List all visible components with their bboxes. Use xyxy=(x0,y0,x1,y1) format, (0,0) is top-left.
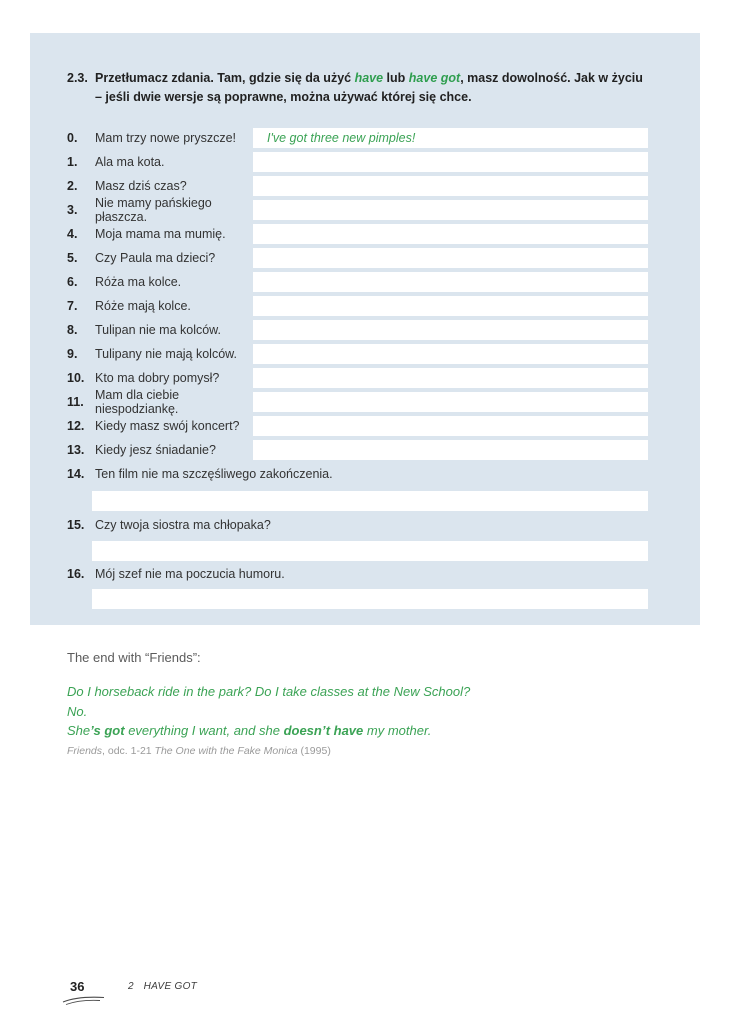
item-polish-text: Kiedy jesz śniadanie? xyxy=(95,443,216,457)
item-polish-text: Mam dla ciebie niespodziankę. xyxy=(95,388,180,416)
item-number: 6. xyxy=(67,275,78,289)
answer-box-2[interactable] xyxy=(253,176,648,196)
exercise-row-13 xyxy=(67,440,648,460)
exercise-row-14 xyxy=(67,464,648,484)
item-polish-text: Masz dziś czas? xyxy=(95,179,187,193)
exercise-row-2 xyxy=(67,176,648,196)
quote-attribution xyxy=(67,745,667,757)
answer-box-7[interactable] xyxy=(253,296,648,316)
answer-text-0: I've got three new pimples! xyxy=(267,131,416,145)
instruction-seg2: lub xyxy=(383,71,409,85)
attribution-show-name: Friends xyxy=(67,744,103,757)
item-number: 7. xyxy=(67,299,78,313)
quote3-seg3: my mother. xyxy=(363,723,432,738)
exercise-row-8 xyxy=(67,320,648,340)
answer-box-16[interactable] xyxy=(92,589,648,609)
exercise-row-5 xyxy=(67,248,648,268)
item-number: 12. xyxy=(67,419,85,433)
exercise-row-0 xyxy=(67,128,648,148)
quote-line-1: Do I horseback ride in the park? Do I take classes at the New School? xyxy=(67,684,471,699)
item-polish-text: Róża ma kolce. xyxy=(95,275,182,289)
answer-box-10[interactable] xyxy=(253,368,648,388)
answer-box-0[interactable] xyxy=(253,128,648,148)
instruction-seg1: Przetłumacz zdania. Tam, gdzie się da użyć xyxy=(95,71,355,85)
item-number: 10. xyxy=(67,371,85,385)
item-polish-text: Mój szef nie ma poczucia humoru. xyxy=(95,567,285,581)
item-polish-text: Tulipan nie ma kolców. xyxy=(95,323,221,337)
item-polish-text: Tulipany nie mają kolców. xyxy=(95,347,237,361)
item-polish-text: Kiedy masz swój koncert? xyxy=(95,419,240,433)
answer-box-6[interactable] xyxy=(253,272,648,292)
exercise-row-4 xyxy=(67,224,648,244)
answer-box-8[interactable] xyxy=(253,320,648,340)
exercise-instruction-text xyxy=(95,69,648,107)
outro-intro-text: The end with “Friends”: xyxy=(67,650,201,665)
instruction-seg3: , masz dowolność. Jak w życiu – jeśli dwie wersje są poprawne, można używać której się chce. xyxy=(95,71,643,104)
item-polish-text: Róże mają kolce. xyxy=(95,299,191,313)
exercise-row-9 xyxy=(67,344,648,364)
page-number: 36 xyxy=(70,979,85,994)
answer-box-1[interactable] xyxy=(253,152,648,172)
quote-line-2: No. xyxy=(67,703,88,719)
exercise-number: 2.3. xyxy=(67,71,88,85)
exercise-row-16 xyxy=(67,564,648,584)
item-number: 4. xyxy=(67,227,78,241)
item-number: 0. xyxy=(67,131,78,145)
item-polish-text: Mam trzy nowe pryszcze! xyxy=(95,131,237,145)
chapter-title: HAVE GOT xyxy=(143,981,198,992)
instruction-keyword-have: have xyxy=(354,71,384,85)
item-number: 1. xyxy=(67,155,78,169)
answer-box-5[interactable] xyxy=(253,248,648,268)
item-number: 2. xyxy=(67,179,78,193)
item-number: 16. xyxy=(67,567,85,581)
item-number: 11. xyxy=(67,395,84,409)
instruction-keyword-have-got: have got xyxy=(408,71,461,85)
item-polish-text: Nie mamy pańskiego płaszcza. xyxy=(95,196,212,224)
item-number: 8. xyxy=(67,323,78,337)
item-number: 13. xyxy=(67,443,85,457)
quote3-seg2: everything I want, and she xyxy=(124,723,284,738)
item-number: 14. xyxy=(67,467,85,481)
friends-quote xyxy=(67,682,667,741)
exercise-row-15 xyxy=(67,515,648,535)
quote3-bold1: ’s got xyxy=(90,723,125,738)
chapter-info xyxy=(128,979,197,992)
item-polish-text: Kto ma dobry pomysł? xyxy=(95,371,220,385)
item-polish-text: Ala ma kota. xyxy=(95,155,165,169)
page-number-block xyxy=(70,979,106,1006)
exercise-row-10 xyxy=(67,368,648,388)
page-footer xyxy=(70,979,197,1006)
quote-line-3 xyxy=(67,721,667,741)
exercise-row-12 xyxy=(67,416,648,436)
quote3-seg1: She xyxy=(67,723,91,738)
item-polish-text: Ten film nie ma szczęśliwego zakończenia. xyxy=(95,467,333,481)
answer-box-13[interactable] xyxy=(253,440,648,460)
attribution-episode: , odc. 1-21 xyxy=(102,744,155,757)
exercise-row-7 xyxy=(67,296,648,316)
exercise-row-11 xyxy=(67,388,648,416)
exercise-instruction xyxy=(67,69,648,107)
answer-box-4[interactable] xyxy=(253,224,648,244)
exercise-row-6 xyxy=(67,272,648,292)
answer-box-9[interactable] xyxy=(253,344,648,364)
answer-box-11[interactable] xyxy=(253,392,648,412)
answer-box-3[interactable] xyxy=(253,200,648,220)
answer-box-15[interactable] xyxy=(92,541,648,561)
item-polish-text: Czy twoja siostra ma chłopaka? xyxy=(95,518,271,532)
exercise-row-1 xyxy=(67,152,648,172)
item-number: 3. xyxy=(67,203,78,217)
quote3-bold2: doesn’t have xyxy=(283,723,364,738)
exercise-row-3 xyxy=(67,196,648,224)
answer-box-12[interactable] xyxy=(253,416,648,436)
page-swoosh-icon xyxy=(60,995,106,1006)
item-polish-text: Czy Paula ma dzieci? xyxy=(95,251,216,265)
answer-box-14[interactable] xyxy=(92,491,648,511)
chapter-number: 2 xyxy=(128,981,134,992)
item-number: 9. xyxy=(67,347,78,361)
attribution-episode-title: The One with the Fake Monica xyxy=(154,744,298,757)
attribution-year: (1995) xyxy=(297,744,331,757)
item-polish-text: Moja mama ma mumię. xyxy=(95,227,226,241)
outro-section xyxy=(67,650,667,757)
item-number: 5. xyxy=(67,251,78,265)
exercise-panel xyxy=(30,33,700,625)
item-number: 15. xyxy=(67,518,85,532)
